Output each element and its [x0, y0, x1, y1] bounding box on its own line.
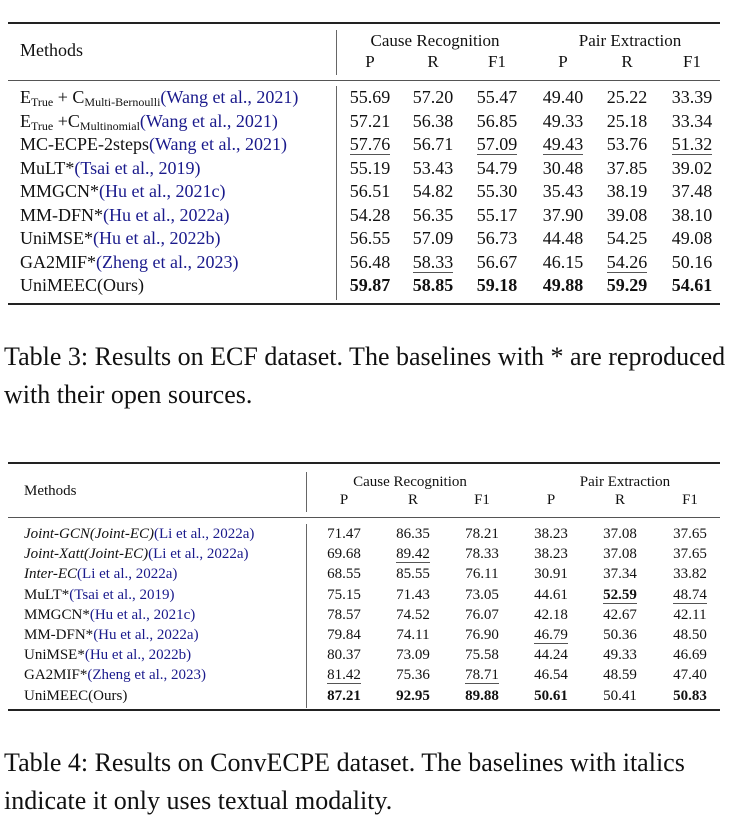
- method-name: [24, 546, 249, 563]
- value-cell: [383, 647, 443, 664]
- value-text: 50.83: [673, 687, 707, 704]
- value-cell: [452, 566, 512, 583]
- metric-header: P: [365, 52, 375, 71]
- citation-link[interactable]: (Hu et al., 2022b): [93, 228, 221, 248]
- value-text: 55.19: [349, 157, 391, 178]
- value-text: 56.67: [476, 251, 518, 272]
- value-cell: [314, 587, 374, 604]
- value-cell: [521, 566, 581, 583]
- value-text: 55.17: [476, 204, 518, 225]
- citation-link[interactable]: (Wang et al., 2021): [139, 110, 278, 131]
- value-cell: [521, 587, 581, 604]
- value-cell: [660, 607, 720, 624]
- value-cell: [590, 566, 650, 583]
- value-text: 89.42: [396, 546, 430, 563]
- citation-link[interactable]: (Zheng et al., 2023): [96, 251, 239, 272]
- table-row: [0, 607, 737, 626]
- method-name: [24, 667, 206, 684]
- value-text: 38.10: [671, 204, 713, 225]
- value-text: 74.11: [396, 627, 430, 643]
- value-cell: [314, 667, 374, 684]
- metric-header: F1: [474, 492, 490, 508]
- value-text: 37.85: [606, 157, 648, 178]
- method-label: MM-DFN*: [24, 627, 94, 643]
- value-text: 52.59: [603, 586, 637, 603]
- value-text: 48.74: [673, 586, 707, 603]
- metric-header: R: [621, 52, 633, 71]
- method-name: [24, 566, 177, 583]
- value-text: 53.76: [606, 134, 648, 154]
- method-label: MC-ECPE-2steps: [20, 134, 150, 154]
- value-cell: [521, 526, 581, 543]
- value-text: 85.55: [396, 566, 430, 583]
- group-header-cause-recognition: Cause Recognition: [370, 31, 500, 50]
- value-text: 78.71: [465, 667, 499, 684]
- value-text: 38.23: [534, 546, 568, 563]
- value-text: 69.68: [327, 546, 361, 563]
- value-cell: [452, 667, 512, 684]
- value-text: 54.28: [349, 204, 391, 225]
- citation-link[interactable]: (Hu et al., 2022b): [84, 647, 192, 664]
- value-text: 37.48: [671, 181, 713, 201]
- value-cell: [521, 607, 581, 624]
- table-row: [0, 647, 737, 666]
- table-row: [0, 566, 737, 585]
- value-text: 50.36: [603, 627, 637, 643]
- value-text: 33.82: [673, 566, 707, 583]
- method-label: UniMEEC(Ours): [24, 687, 128, 704]
- value-text: 37.08: [603, 546, 637, 563]
- method-label: Joint-Xatt(Joint-EC): [24, 546, 149, 563]
- value-cell: [314, 647, 374, 664]
- value-text: 56.38: [412, 110, 454, 131]
- method-name: [24, 627, 199, 644]
- value-cell: [383, 566, 443, 583]
- value-text: 58.33: [412, 251, 454, 272]
- value-text: 73.05: [465, 586, 499, 603]
- value-text: 79.84: [327, 627, 361, 643]
- value-text: 37.90: [542, 204, 584, 225]
- value-cell: [452, 647, 512, 664]
- citation-link[interactable]: (Hu et al., 2021c): [99, 181, 226, 201]
- value-text: 57.20: [412, 87, 454, 107]
- value-text: 42.18: [534, 606, 568, 623]
- value-text: 76.11: [465, 566, 499, 583]
- method-label: GA2MIF*: [20, 251, 97, 272]
- method-name: [24, 688, 127, 705]
- value-text: 87.21: [327, 687, 361, 704]
- value-cell: [383, 627, 443, 644]
- value-cell: [383, 587, 443, 604]
- value-text: 54.82: [412, 181, 454, 201]
- value-text: 49.33: [542, 110, 584, 131]
- metric-header: P: [546, 492, 556, 508]
- value-cell: [521, 627, 581, 644]
- value-cell: [383, 688, 443, 705]
- value-text: 50.41: [603, 687, 637, 704]
- metric-header: P: [558, 52, 568, 71]
- table-bottom-rule: [8, 709, 720, 711]
- value-text: 46.69: [673, 647, 707, 664]
- value-text: 55.47: [476, 87, 518, 107]
- value-cell: [590, 688, 650, 705]
- value-text: 37.34: [603, 566, 637, 583]
- metric-header: R: [614, 492, 625, 508]
- value-text: 55.69: [349, 87, 391, 107]
- metric-header: F1: [682, 492, 698, 508]
- value-text: 57.09: [412, 228, 454, 248]
- citation-link[interactable]: (Hu et al., 2021c): [89, 606, 196, 623]
- citation-link[interactable]: (Zheng et al., 2023): [87, 667, 207, 684]
- value-text: 49.08: [671, 228, 713, 248]
- value-text: 71.47: [327, 526, 361, 542]
- citation-link[interactable]: (Li et al., 2022a): [153, 526, 255, 542]
- value-cell: [314, 688, 374, 705]
- group-header-pair-extraction: Pair Extraction: [579, 474, 671, 490]
- citation-link[interactable]: (Li et al., 2022a): [148, 546, 249, 563]
- value-text: 51.32: [671, 134, 713, 154]
- citation-link[interactable]: (Wang et al., 2021): [160, 87, 299, 107]
- value-cell: [660, 566, 720, 583]
- citation-link[interactable]: (Hu et al., 2022a): [103, 204, 230, 225]
- method-name: [24, 647, 191, 664]
- value-text: 39.02: [671, 157, 713, 178]
- value-cell: [590, 627, 650, 644]
- method-label: UniMSE*: [20, 228, 94, 248]
- citation-link[interactable]: (Li et al., 2022a): [77, 566, 178, 583]
- value-text: 81.42: [327, 667, 361, 684]
- value-cell: [314, 546, 374, 563]
- table-row: [0, 587, 737, 606]
- methods-header: Methods: [24, 483, 77, 499]
- value-text: 59.18: [476, 275, 518, 295]
- table-3-caption: Table 3: Results on ECF dataset. The baselines with * are reproduced with their open sources.: [4, 342, 726, 409]
- metric-header: F1: [488, 52, 506, 71]
- method-label: MuLT*: [24, 586, 70, 603]
- value-cell: [452, 607, 512, 624]
- value-cell: [383, 667, 443, 684]
- value-text: 68.55: [327, 566, 361, 583]
- value-cell: [452, 546, 512, 563]
- value-cell: [452, 526, 512, 543]
- table-header-rule: [8, 517, 720, 518]
- value-text: 59.87: [349, 275, 391, 295]
- value-cell: [452, 587, 512, 604]
- value-cell: [660, 688, 720, 705]
- method-label: $E_{True} + C_{Multi-Bernoulli}$: [20, 87, 161, 109]
- citation-link[interactable]: (Tsai et al., 2019): [74, 157, 201, 178]
- table-row: [0, 688, 737, 707]
- value-text: 54.61: [671, 275, 713, 295]
- value-cell: [383, 526, 443, 543]
- value-cell: [590, 526, 650, 543]
- value-text: 80.37: [327, 647, 361, 664]
- value-text: 53.43: [412, 157, 454, 178]
- table-row: [0, 526, 737, 545]
- value-text: 48.59: [603, 667, 637, 684]
- value-text: 58.85: [412, 275, 454, 295]
- table-row: [0, 667, 737, 686]
- group-header-cause-recognition: Cause Recognition: [353, 474, 467, 490]
- value-cell: [452, 627, 512, 644]
- value-text: 30.91: [534, 566, 568, 583]
- column-divider: [306, 472, 307, 512]
- value-text: 86.35: [396, 526, 430, 542]
- value-cell: [660, 526, 720, 543]
- metric-header: P: [339, 492, 349, 508]
- metric-header: R: [407, 492, 418, 508]
- value-text: 39.08: [606, 204, 648, 225]
- value-text: 73.09: [396, 647, 430, 664]
- method-label: MMGCN*: [20, 181, 100, 201]
- value-cell: [521, 647, 581, 664]
- value-cell: [590, 607, 650, 624]
- table-row: [0, 627, 737, 646]
- value-text: 49.33: [603, 647, 637, 664]
- value-text: 56.48: [349, 251, 391, 272]
- citation-link[interactable]: (Tsai et al., 2019): [69, 586, 175, 603]
- value-text: 71.43: [396, 586, 430, 603]
- value-text: 57.76: [349, 134, 391, 154]
- value-text: 59.29: [606, 275, 648, 295]
- method-label: Joint-GCN(Joint-EC): [24, 526, 154, 542]
- value-text: 49.43: [542, 134, 584, 154]
- value-text: 78.57: [327, 606, 361, 623]
- value-text: 56.55: [349, 228, 391, 248]
- value-text: 54.79: [476, 157, 518, 178]
- value-text: 56.35: [412, 204, 454, 225]
- value-text: 56.51: [349, 181, 391, 201]
- value-text: 44.61: [534, 586, 568, 603]
- method-name: [24, 607, 195, 624]
- value-text: 35.43: [542, 181, 584, 201]
- value-text: 57.09: [476, 134, 518, 154]
- value-cell: [590, 647, 650, 664]
- value-cell: [660, 587, 720, 604]
- value-text: 75.36: [396, 667, 430, 684]
- value-text: 89.88: [465, 687, 499, 704]
- value-text: 48.50: [673, 627, 707, 643]
- value-text: 54.25: [606, 228, 648, 248]
- value-text: 50.16: [671, 251, 713, 272]
- method-name: [24, 587, 174, 604]
- value-text: 44.48: [542, 228, 584, 248]
- value-text: 76.90: [465, 627, 499, 643]
- value-text: 56.71: [412, 134, 454, 154]
- value-cell: [314, 627, 374, 644]
- value-text: 46.15: [542, 251, 584, 272]
- value-cell: [314, 566, 374, 583]
- value-text: 56.73: [476, 228, 518, 248]
- value-text: 38.19: [606, 181, 648, 201]
- method-label: MM-DFN*: [20, 204, 104, 225]
- metric-header: R: [427, 52, 439, 71]
- value-text: 75.58: [465, 647, 499, 664]
- value-text: 42.67: [603, 606, 637, 623]
- metric-header: F1: [683, 52, 701, 71]
- value-text: 38.23: [534, 526, 568, 542]
- value-text: 33.39: [671, 87, 713, 107]
- value-text: 37.65: [673, 526, 707, 542]
- value-text: 74.52: [396, 606, 430, 623]
- value-text: 49.40: [542, 87, 584, 107]
- value-cell: [660, 627, 720, 644]
- method-label: UniMSE*: [24, 647, 85, 664]
- value-cell: [383, 546, 443, 563]
- value-text: 44.24: [534, 647, 568, 664]
- value-cell: [660, 647, 720, 664]
- value-text: 56.85: [476, 110, 518, 131]
- value-cell: [521, 667, 581, 684]
- value-text: 78.21: [465, 526, 499, 542]
- value-text: 76.07: [465, 606, 499, 623]
- method-label: UniMEEC(Ours): [20, 275, 144, 295]
- value-text: 75.15: [327, 586, 361, 603]
- value-text: 46.79: [534, 627, 568, 643]
- value-text: 33.34: [671, 110, 713, 131]
- value-text: 57.21: [349, 110, 391, 131]
- table-row: [0, 546, 737, 565]
- value-text: 55.30: [476, 181, 518, 201]
- method-label: GA2MIF*: [24, 667, 88, 684]
- value-cell: [590, 546, 650, 563]
- method-name: [24, 526, 254, 543]
- value-text: 37.08: [603, 526, 637, 542]
- value-text: 42.11: [673, 606, 707, 623]
- value-cell: [383, 607, 443, 624]
- method-label: MMGCN*: [24, 606, 90, 623]
- value-cell: [590, 667, 650, 684]
- value-cell: [314, 526, 374, 543]
- value-text: 54.26: [606, 251, 648, 272]
- method-label: MuLT*: [20, 157, 75, 178]
- method-label: Inter-EC: [24, 566, 78, 583]
- value-cell: [521, 688, 581, 705]
- method-label: $E_{True} +C_{Multinomial}$: [20, 110, 140, 133]
- value-text: 50.61: [534, 687, 568, 704]
- value-text: 25.22: [606, 87, 648, 107]
- value-cell: [452, 688, 512, 705]
- value-cell: [590, 587, 650, 604]
- value-text: 92.95: [396, 687, 430, 704]
- citation-link[interactable]: (Hu et al., 2022a): [93, 627, 199, 643]
- methods-header: Methods: [20, 40, 83, 60]
- value-cell: [314, 607, 374, 624]
- group-header-pair-extraction: Pair Extraction: [578, 31, 682, 50]
- value-cell: [521, 546, 581, 563]
- value-cell: [660, 546, 720, 563]
- table-top-rule: [8, 462, 720, 464]
- value-text: 37.65: [673, 546, 707, 563]
- value-text: 78.33: [465, 546, 499, 563]
- citation-link[interactable]: (Wang et al., 2021): [149, 134, 288, 154]
- value-text: 49.88: [542, 275, 584, 295]
- value-text: 47.40: [673, 667, 707, 684]
- value-text: 46.54: [534, 667, 568, 684]
- table-4-caption: Table 4: Results on ConvECPE dataset. The baselines with italics indicate it only uses textual modality.: [4, 748, 685, 815]
- value-text: 30.48: [542, 157, 584, 178]
- value-cell: [660, 667, 720, 684]
- value-text: 25.18: [606, 110, 648, 131]
